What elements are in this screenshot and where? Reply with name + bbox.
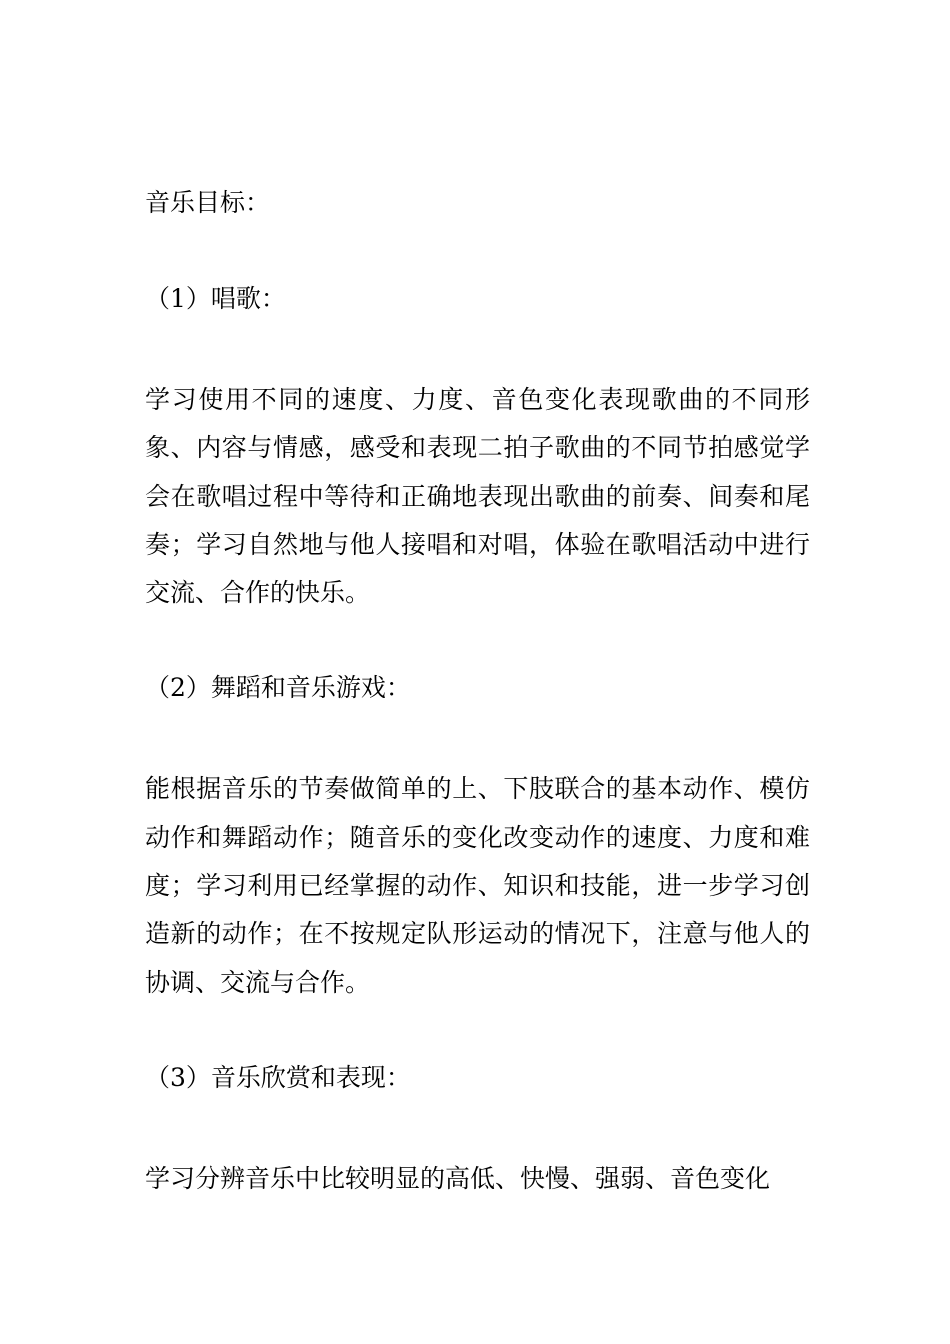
- section-body-singing: 学习使用不同的速度、力度、音色变化表现歌曲的不同形象、内容与情感，感受和表现二拍子歌曲的不同节拍感觉学会在歌唱过程中等待和正确地表现出歌曲的前奏、间奏和尾奏；学习自然地与他人接唱和对唱，体验在歌唱活动中进行交流、合作的快乐。: [145, 385, 810, 608]
- section-body-dance-games: 能根据音乐的节奏做简单的上、下肢联合的基本动作、模仿动作和舞蹈动作；随音乐的变化改变动作的速度、力度和难度；学习利用已经掌握的动作、知识和技能，进一步学习创造新的动作；在不按规定队形运动的情况下，注意与他人的协调、交流与合作。: [145, 774, 810, 997]
- section-body-music-appreciation: 学习分辨音乐中比较明显的高低、快慢、强弱、音色变化: [145, 1163, 771, 1193]
- section-heading-singing: （1）唱歌：: [145, 284, 286, 313]
- document-title: 音乐目标：: [145, 188, 271, 217]
- section-heading-dance-games: （2）舞蹈和音乐游戏：: [145, 673, 411, 703]
- section-heading-music-appreciation: （3）音乐欣赏和表现：: [145, 1062, 411, 1092]
- document-content: [145, 183, 810, 1203]
